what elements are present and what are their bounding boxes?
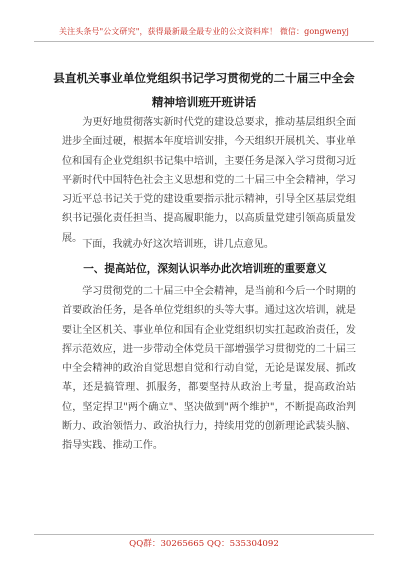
section-1-body xyxy=(62,282,356,456)
page-footer xyxy=(34,534,374,551)
section-heading-1: 一、提高站位，深刻认识举办此次培训班的重要意义 xyxy=(83,263,327,275)
document-title: 县直机关事业单位党组织书记学习贯彻党的二十届三中全会精神培训班开班讲话 xyxy=(53,71,355,109)
page-header xyxy=(34,25,374,42)
header-promo-text: 关注头条号"公文研究"，获得最新最全最专业的公文资料库！ 微信：gongwenyj xyxy=(59,27,349,36)
intro-section xyxy=(62,113,356,248)
body-paragraph-1: 为更好地贯彻落实新时代党的建设总要求，推动基层组织全面进步全面过硬，根据本年度培训安排，今天组织开展机关、事业单位和国有企业党组织书记集中培训，主要任务是深入学习贯彻习近平新时代中国特色社会主义思想和党的二十届三中全会精神，学习习近平总书记关于党的建设重要指示批示精神，引导全区基层党组织书记强化责任担当、提高履职能力，以高质量党建引领高质量发展。 xyxy=(62,117,356,244)
body-paragraph-2: 下面，我就办好这次培训班，讲几点意见。 xyxy=(82,239,274,250)
transition-section xyxy=(62,235,356,254)
section-paragraph-1: 学习贯彻党的二十届三中全会精神，是当前和今后一个时期的首要政治任务，是各单位党组织的头等大事。通过这次培训，就是要让全区机关、事业单位和国有企业党组织切实扛起政治责任，发挥示范效应，进一步带动全体党员干部增强学习贯彻党的二十届三中全会精神的政治自觉思想自觉和行动自觉，无论是谋发展、抓改革，还是搞管理、抓服务，都要坚持从政治上考量，提高政治站位，坚定捍卫"两个确立"、坚决做到"两个维护"，不断提高政治判断力、政治领悟力、政治执行力，持续用党的创新理论武装头脑、指导实践、推动工作。 xyxy=(62,286,356,452)
footer-contact-text: QQ群：30265665 QQ：535304092 xyxy=(129,539,279,549)
